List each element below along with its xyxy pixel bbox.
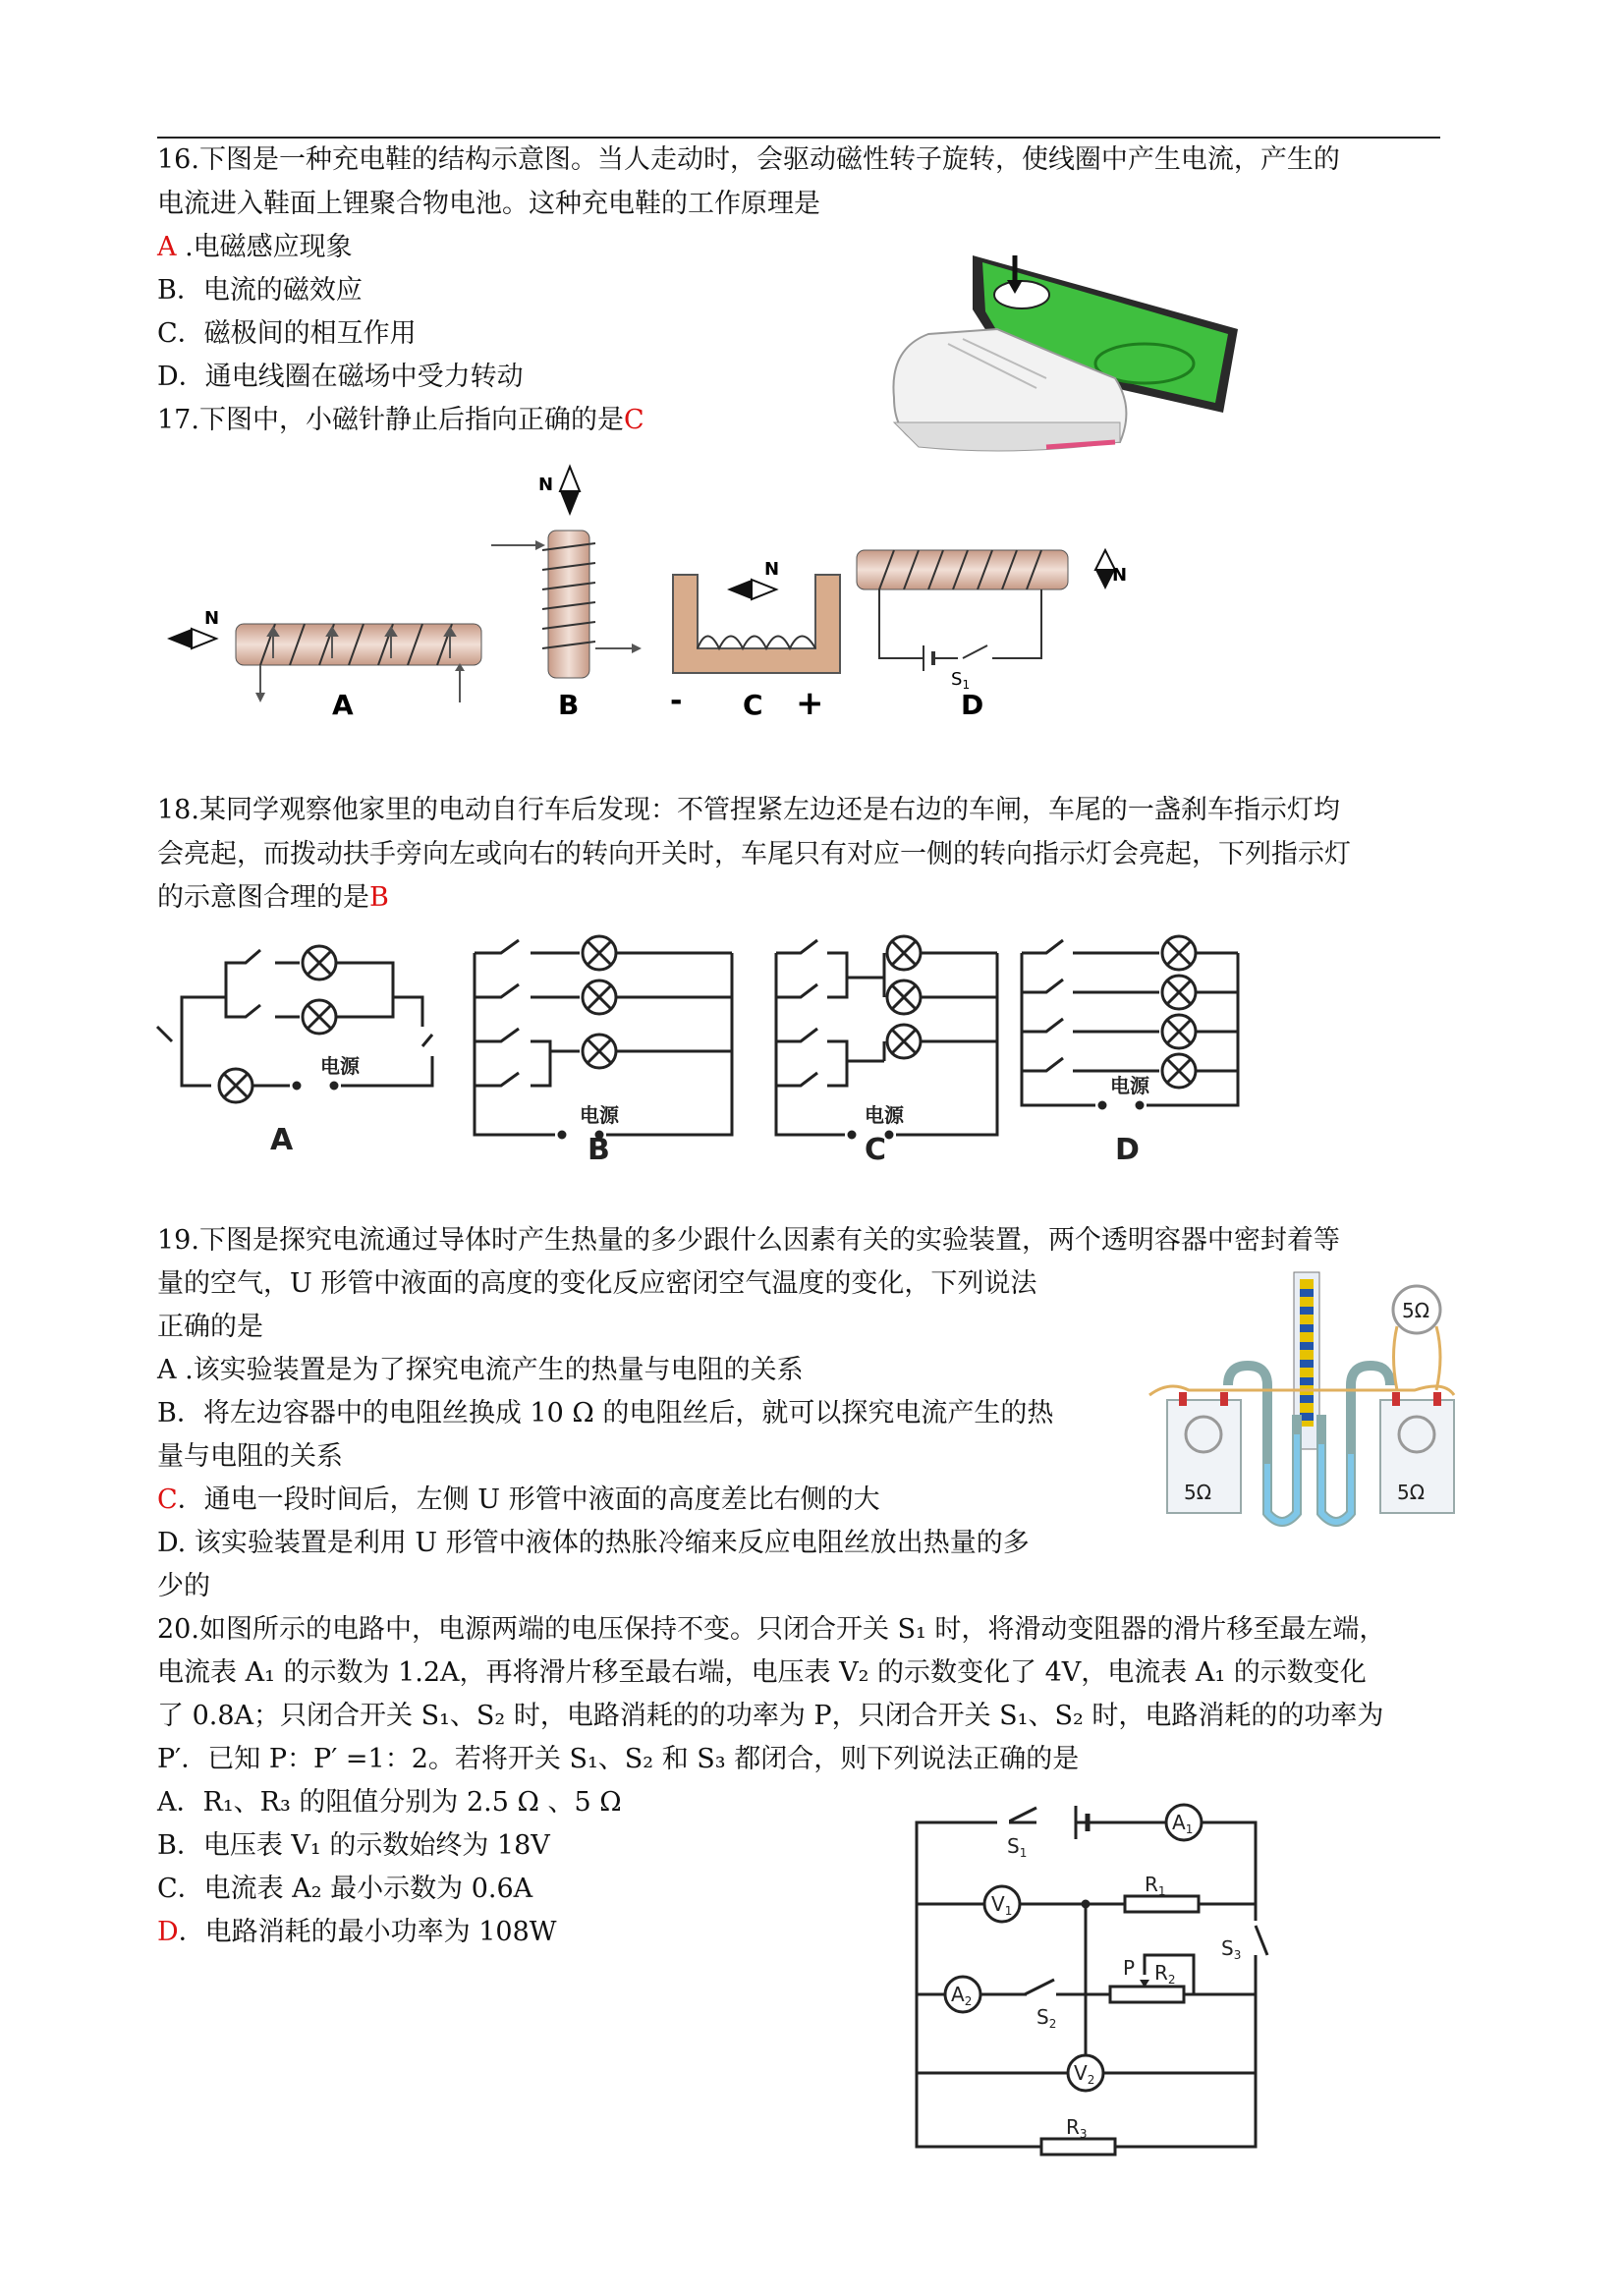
q20-circuit [909,1788,1282,2161]
q20-r3: $R_3$ [1066,2115,1088,2141]
q17-d-s1: $S_1$ [951,669,971,692]
q19-option-c-key: C [157,1484,178,1515]
q19-option-d-line1: D. 该实验装置是利用 U 形管中液体的热胀冷缩来反应电阻丝放出热量的多 [157,1528,1030,1558]
q17-d-label: D [961,689,984,721]
q18-d-power: 电源 [1110,1074,1149,1097]
q17-panel-a [167,608,481,721]
q20-option-c: C．电流表 A₂ 最小示数为 0.6A [157,1874,533,1904]
shoe-image [889,251,1243,486]
q18-c-label: C [865,1133,887,1167]
q17-b-label: B [558,689,580,721]
q20-r1: $R_1$ [1145,1873,1166,1898]
q20-option-a: A．R₁、R₃ 的阻值分别为 2.5 Ω 、5 Ω [157,1787,622,1818]
q18-panel-d [1022,936,1238,1167]
q20-option-d-key: D [157,1917,179,1947]
q18-b-label: B [588,1133,610,1167]
q17-a-n-label: N [204,608,220,629]
q16-option-d: D．通电线圈在磁场中受力转动 [157,362,524,392]
q20-stem-line2: 电流表 A₁ 的示数为 1.2A，再将滑片移至最右端，电压表 V₂ 的示数变化了 4V，电流表 A₁ 的示数变化 [157,1657,1367,1688]
q20-a2: $A_2$ [951,1983,973,2008]
q18-a-power: 电源 [320,1054,360,1078]
q17-answer: C [623,405,644,435]
scale-stripes [1300,1279,1314,1427]
q19-stem-line1: 19.下图是探究电流通过导体时产生热量的多少跟什么因素有关的实验装置，两个透明容器中密封着等 [157,1225,1340,1256]
q17-c-plus: + [796,684,824,723]
q20-v2: $V_2$ [1074,2061,1095,2087]
q18-stem-line2: 会亮起，而拨动扶手旁向左或向右的转向开关时，车尾只有对应一侧的转向指示灯会亮起，下列指示灯 [157,839,1351,869]
q16-option-b: B．电流的磁效应 [157,275,363,306]
q18-b-power: 电源 [580,1103,619,1127]
q17-b-n-label: N [538,475,554,495]
q18-d-label: D [1115,1133,1140,1167]
q17-a-label: A [332,689,354,721]
q18-panel-a [157,946,432,1157]
q18-stem-line3 [157,881,389,915]
q18-figure [138,919,1258,1184]
q18-c-power: 电源 [865,1103,904,1127]
q20-r2: $R_2$ [1154,1961,1176,1987]
q19-stem-line2: 量的空气，U 形管中液面的高度的变化反应密闭空气温度的变化，下列说法 [157,1268,1037,1299]
header-rule [157,137,1440,139]
q16-option-a-key: A [157,232,177,262]
q20-s2: $S_2$ [1036,2005,1057,2031]
q20-option-d-text: ．电路消耗的最小功率为 108W [178,1917,557,1947]
q19-option-b-line2: 量与电阻的关系 [157,1441,343,1472]
q17-c-n-label: N [764,559,780,580]
q20-s1: $S_1$ [1007,1834,1028,1860]
q19-res-top: 5Ω [1402,1299,1430,1322]
q20-p: P [1123,1956,1136,1980]
q18-stem-line1: 18.某同学观察他家里的电动自行车后发现：不管捏紧左边还是右边的车闸，车尾的一盏刹车指示灯均 [157,795,1340,825]
q19-option-c [157,1484,880,1517]
q16-option-a [157,231,353,264]
q17-panel-b [491,467,642,721]
q17-d-n-label: N [1112,565,1128,586]
q20-stem-line1: 20.如图所示的电路中，电源两端的电压保持不变。只闭合开关 S₁ 时，将滑动变阻器的滑片移至最左端， [157,1614,1386,1645]
q16-option-a-text: .电磁感应现象 [176,232,353,262]
q17-panel-d [857,550,1127,721]
q18-a-label: A [270,1123,294,1157]
q18-panel-b [475,936,732,1167]
q19-stem-line3: 正确的是 [157,1312,263,1342]
q16-stem-line2: 电流进入鞋面上锂聚合物电池。这种充电鞋的工作原理是 [157,189,820,219]
q20-stem-line3: 了 0.8A；只闭合开关 S₁、S₂ 时，电路消耗的的功率为 P，只闭合开关 S₁、S₂ 时，电路消耗的的功率为 [157,1701,1384,1731]
q17-stem [157,404,644,437]
q17-stem-text: 17.下图中，小磁针静止后指向正确的是 [157,405,624,435]
q17-panel-c [670,559,840,723]
q17-c-minus: - [670,684,683,718]
q20-a1: $A_1$ [1172,1811,1194,1836]
q19-option-d-line2: 少的 [157,1571,210,1601]
q18-panel-c [776,936,997,1167]
q20-option-b: B．电压表 V₁ 的示数始终为 18V [157,1830,550,1861]
q20-stem-line4: P′．已知 P：P′ =1：2。若将开关 S₁、S₂ 和 S₃ 都闭合，则下列说法正确的是 [157,1744,1080,1774]
q16-stem-line1: 16.下图是一种充电鞋的结构示意图。当人走动时，会驱动磁性转子旋转，使线圈中产生电流，产生的 [157,144,1340,175]
q19-option-b-line1: B．将左边容器中的电阻丝换成 10 Ω 的电阻丝后，就可以探究电流产生的热 [157,1398,1054,1428]
q19-res-left: 5Ω [1184,1481,1212,1504]
q18-stem-line3-text: 的示意图合理的是 [157,882,369,913]
q19-res-right: 5Ω [1397,1481,1426,1504]
q16-option-c: C．磁极间的相互作用 [157,318,417,349]
q20-s3: $S_3$ [1221,1936,1242,1962]
q18-answer: B [369,882,389,913]
q19-apparatus [1140,1267,1464,1533]
q17-figure [157,457,1169,732]
q19-option-a: A .该实验装置是为了探究电流产生的热量与电阻的关系 [157,1355,804,1385]
q20-v1: $V_1$ [991,1892,1013,1918]
q17-c-label: C [743,689,763,721]
q20-option-d [157,1916,557,1949]
q19-option-c-text: ．通电一段时间后，左侧 U 形管中液面的高度差比右侧的大 [177,1484,880,1515]
